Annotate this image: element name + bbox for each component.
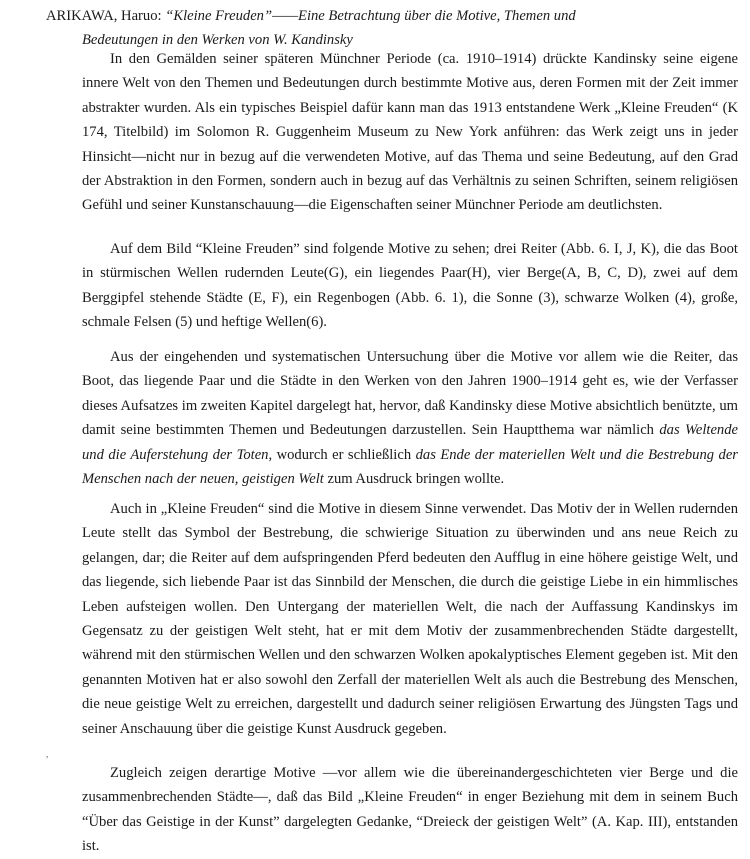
paragraph-text: Aus der eingehenden und systematischen Untersuchung über die Motive vor allem wie die Reiter, das Boot, das liegende Paar und die Städte in den Werken von den Jahren 1900–1914 geht es, wie der Verfasser dieses Aufsatzes im zweiten Kapitel dargelegt hat, hervor, daß Kandinsky diese Motive absichtlich benützte, um damit seine bestimmten Themen und Bedeutungen darzustellen. Sein Hauptthema war nämlich das Weltende und die Auferstehung der Toten, wodurch er schließlich das Ende der materiellen Welt und die Bestrebung der Menschen nach der neuen, geistigen Welt zum Ausdruck bringen wollte. — [82, 349, 738, 488]
author-name: ARIKAWA, Haruo: — [46, 8, 162, 24]
paragraph-4 — [82, 497, 738, 741]
paragraph-text: Auch in „Kleine Freuden“ sind die Motive in diesem Sinne verwendet. Das Motiv der in Wellen rudernden Leute stellt das Symbol der Bestrebung, die schwierige Situation zu überwinden und ans neue Reich zu gelangen, dar; die Reiter auf dem aufspringenden Pferd bedeuten den Aufflug in eine höhere geistige Welt, und das liegende, sich liebende Paar ist das Sinnbild der Menschen, die durch die geistige Liebe in ein himmlisches Leben aufsteigen wollen. Den Untergang der materiellen Welt, die nach der Auffassung Kandinskys im Gegensatz zu der geistigen Welt steht, hat er mit dem Motiv der zusammenbrechenden Städte dargestellt, während mit den stürmischen Wellen und den schwarzen Wolken apokalyptisches Element gegeben ist. Mit den genannten Motiven hat er also sowohl den Zerfall der materiellen Welt als auch die Bestrebung des Menschen, die neue geistige Welt zu erreichen, dargestellt und dadurch seiner religiösen Erwartung des Jüngsten Tags und seiner Anschauung über die geistige Kunst Ausdruck gegeben. — [82, 501, 738, 737]
paragraph-2 — [82, 237, 738, 335]
paragraph-text: Auf dem Bild “Kleine Freuden” sind folgende Motive zu sehen; drei Reiter (Abb. 6. I, J, K), die das Boot in stürmischen Wellen rudernden Leute(G), ein liegendes Paar(H), vier Berge(A, B, C, D), zwei auf dem Berggipfel stehende Städte (E, F), ein Regenbogen (Abb. 6. 1), die Sonne (3), schwarze Wolken (4), große, schmale Felsen (5) und heftige Wellen(6). — [82, 241, 738, 331]
paragraph-text: In den Gemälden seiner späteren Münchner Periode (ca. 1910–1914) drückte Kandinsky seine eigene innere Welt von den Themen und Bedeutungen durch bestimmte Motive aus, deren Formen mit der Zeit immer abstrakter wurden. Als ein typisches Beispiel dafür kann man das 1913 entstandene Werk „Kleine Freuden“ (K 174, Titelbild) im Solomon R. Guggenheim Museum zu New York anführen: das Werk zeigt uns in jeder Hinsicht—nicht nur in bezug auf die verwendeten Motive, auf das Thema und seine Bedeutung, auf den Grad der Abstraktion in den Formen, sondern auch in bezug auf das Verhältnis zu seinen Schriften, seinem religiösen Gefühl und seiner Kunstanschauung—die Eigenschaften seiner Münchner Periode am deutlichsten. — [82, 51, 738, 214]
header-line-1 — [46, 4, 736, 28]
emphasized-phrase: das Ende der materiellen Welt und die Bestrebung der Menschen nach der neuen, geistigen Welt — [82, 446, 738, 488]
paragraph-5 — [82, 761, 738, 859]
paragraph-3 — [82, 345, 738, 491]
article-header — [46, 4, 736, 53]
article-title: “Kleine Freuden”——Eine Betrachtung über die Motive, Themen und — [165, 8, 576, 24]
paragraph-1 — [82, 47, 738, 218]
article-title-continued: Bedeutungen in den Werken von W. Kandinsky — [82, 32, 353, 49]
paragraph-text: Zugleich zeigen derartige Motive —vor allem wie die übereinandergeschichteten vier Berge und die zusammenbrechenden Städte—, daß das Bild „Kleine Freuden“ in enger Beziehung mit dem in seinem Buch “Über das Geistige in der Kunst” dargelegten Gedanke, “Dreieck der geistigen Welt” (A. Kap. III), entstanden ist. — [82, 765, 738, 855]
emphasized-phrase: das Weltende und die Auferstehung der Toten — [82, 422, 738, 463]
margin-mark: , — [46, 749, 49, 759]
